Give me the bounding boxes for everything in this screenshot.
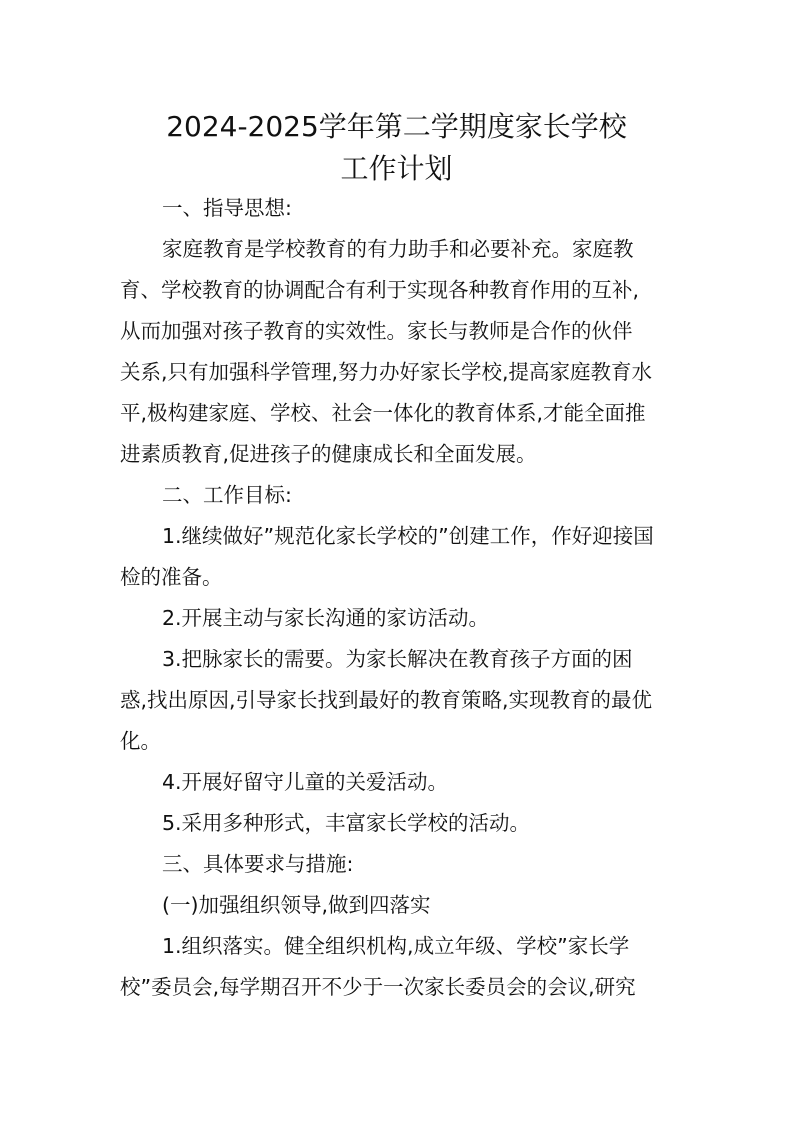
- list-item-line: 化。: [120, 729, 161, 753]
- paragraph-line: 校”委员会,每学期召开不少于一次家长委员会的会议,研究: [120, 975, 636, 999]
- paragraph-line: 关系,只有加强科学管理,努力办好家长学校,提高家庭教育水: [120, 360, 653, 384]
- section-heading-requirements: 三、具体要求与措施:: [162, 852, 354, 876]
- document-title-line-1: 2024-2025学年第二学期度家长学校: [166, 110, 627, 143]
- document-title-line-2: 工作计划: [340, 152, 453, 185]
- subsection-heading: (一)加强组织领导,做到四落实: [162, 893, 431, 917]
- paragraph-line: 平,极构建家庭、学校、社会一体化的教育体系,才能全面推: [120, 401, 646, 425]
- list-item-line: 5.采用多种形式，丰富家长学校的活动。: [162, 811, 531, 835]
- list-item-line: 2.开展主动与家长沟通的家访活动。: [162, 606, 490, 630]
- list-item-line: 检的准备。: [120, 565, 223, 589]
- paragraph-line: 家庭教育是学校教育的有力助手和必要补充。家庭教: [162, 237, 634, 261]
- paragraph-line: 1.组织落实。健全组织机构,成立年级、学校”家长学: [162, 934, 630, 958]
- paragraph-line: 从而加强对孩子教育的实效性。家长与教师是合作的伙伴: [120, 319, 633, 343]
- list-item-line: 1.继续做好”规范化家长学校的”创建工作，作好迎接国: [162, 524, 654, 548]
- section-heading-guiding-ideology: 一、指导思想:: [162, 196, 292, 220]
- list-item-line: 4.开展好留守儿童的关爱活动。: [162, 770, 449, 794]
- list-item-line: 惑,找出原因,引导家长找到最好的教育策略,实现教育的最优: [120, 688, 653, 712]
- section-heading-work-goals: 二、工作目标:: [162, 483, 292, 507]
- paragraph-line: 育、学校教育的协调配合有利于实现各种教育作用的互补,: [120, 278, 640, 302]
- list-item-line: 3.把脉家长的需要。为家长解决在教育孩子方面的困: [162, 647, 633, 671]
- paragraph-line: 进素质教育,促进孩子的健康成长和全面发展。: [120, 442, 537, 466]
